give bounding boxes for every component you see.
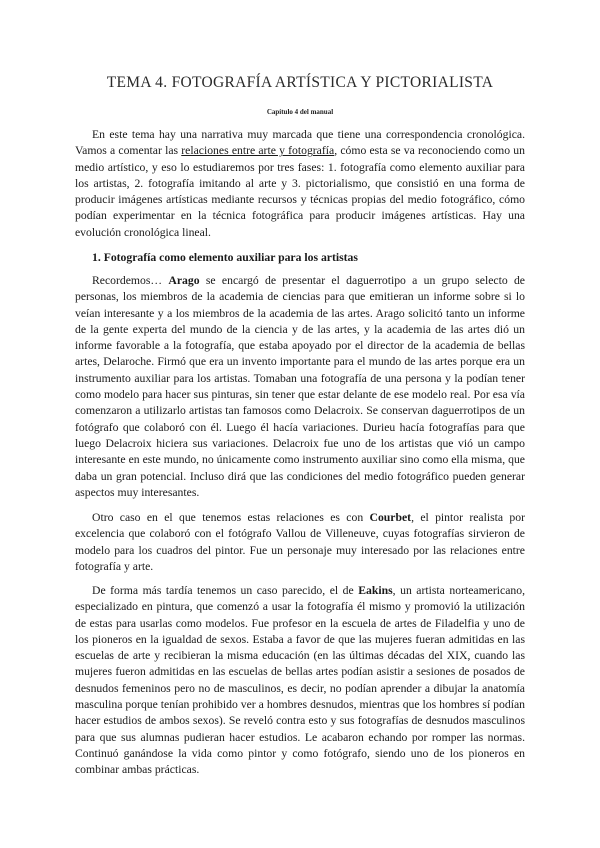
courbet-text-before: Otro caso en el que tenemos estas relaciones es con [92, 511, 370, 524]
intro-text-after: , cómo esta se va reconociendo como un medio artístico, y eso lo estudiaremos por tres fases: 1. fotografía como elemento auxiliar para los artistas, 2. fotografía imitando al arte y 3. pictorialismo, que consistió en una forma de producir imágenes artísticas mediante recursos y técnicas propias del medio fotográfico, cómo podían experimentar en la técnica fotográfica para producir imágenes artísticas. Hay una evolución cronológica lineal. [75, 144, 525, 239]
courbet-text-after: , el pintor realista por excelencia que colaboró con el fotógrafo Vallou de Villeneuve, cuyas fotografías sirvieron de modelo para los cuadros del pintor. Fue un personaje muy interesado por las relaciones entre fotografía y arte. [75, 511, 525, 573]
courbet-name: Courbet [369, 511, 412, 524]
arago-text-after: se encargó de presentar el daguerrotipo a un grupo selecto de personas, los miembros de la academia de ciencias para que emitieran un informe sobre si lo veían interesante y a los miembros de la academia de las artes. Arago solicitó tanto un informe de la gente experta del mundo de la ciencia y de las artes, y la academia de las artes dió un informe favorable a la fotografía, que estaba apoyado por el director de la academia de bellas artes, Delaroche. Firmó que era un invento importante para el mundo de las artes porque era un instrumento auxiliar para los artistas. Tomaban una fotografía de una persona y la podían tener como modelo para hacer sus pinturas, sin tener que estar delante de ese modelo real. Por esa vía comenzaron a utilizarlo artistas tan famosos como Delacroix. Se conservan daguerrotipos de un fotógrafo que colaboró con él. Luego él hacía variaciones. Durieu hacía fotografías para que luego Delacroix hiciera sus variaciones. Delacroix fue uno de los artistas que vió un campo interesante en este mundo, no únicamente como instrumento auxiliar sino como ella misma, que daba un gran potencial. Incluso dirá que las condiciones del medio fotográfico pueden generar aspectos muy interesantes. [75, 274, 525, 499]
eakins-paragraph [75, 583, 525, 779]
arago-name: Arago [168, 274, 200, 287]
courbet-paragraph [75, 510, 525, 575]
arago-text-before: Recordemos… [92, 274, 169, 287]
eakins-name: Eakins [358, 584, 393, 597]
eakins-text-before: De forma más tardía tenemos un caso parecido, el de [92, 584, 359, 597]
arago-paragraph [75, 273, 525, 501]
page-subtitle: Capítulo 4 del manual [266, 108, 334, 116]
relaciones-link[interactable]: relaciones entre arte y fotografía [181, 144, 335, 158]
intro-paragraph [75, 127, 525, 241]
intro-text-before: En este tema hay una narrativa muy marcada que tiene una correspondencia cronológica. Vamos a comentar las [75, 128, 525, 158]
section-heading: 1. Fotografía como elemento auxiliar para los artistas [92, 251, 358, 264]
eakins-text-after: , un artista norteamericano, especializado en pintura, que comenzó a usar la fotografía él mismo y promovió la utilización de estas para usarlas como modelos. Fue profesor en la escuela de artes de Filadelfia y uno de los pioneros en la igualdad de sexos. Estaba a favor de que las mujeres fueran admitidas en las escuelas de arte y recibieran la misma educación (en las últimas décadas del XIX, cuando las mujeres fueron admitidas en las escuelas de bellas artes podían asistir a sesiones de posados de desnudos femeninos pero no de masculinos, es decir, no podían aprender a dibujar la anatomía masculina porque tenían prohibido ver a hombres desnudos, mientras que los hombres sí podían hacer estudios de ambos sexos). Se reveló contra esto y sus fotografías de desnudos masculinos para que sus alumnas pudieran hacer estudios. Le acabaron echando por romper las normas. Continuó ganándose la vida como pintor y como fotógrafo, siendo uno de los pioneros en combinar ambas prácticas. [75, 584, 525, 777]
page-title: TEMA 4. FOTOGRAFÍA ARTÍSTICA Y PICTORIALISTA [106, 74, 494, 91]
